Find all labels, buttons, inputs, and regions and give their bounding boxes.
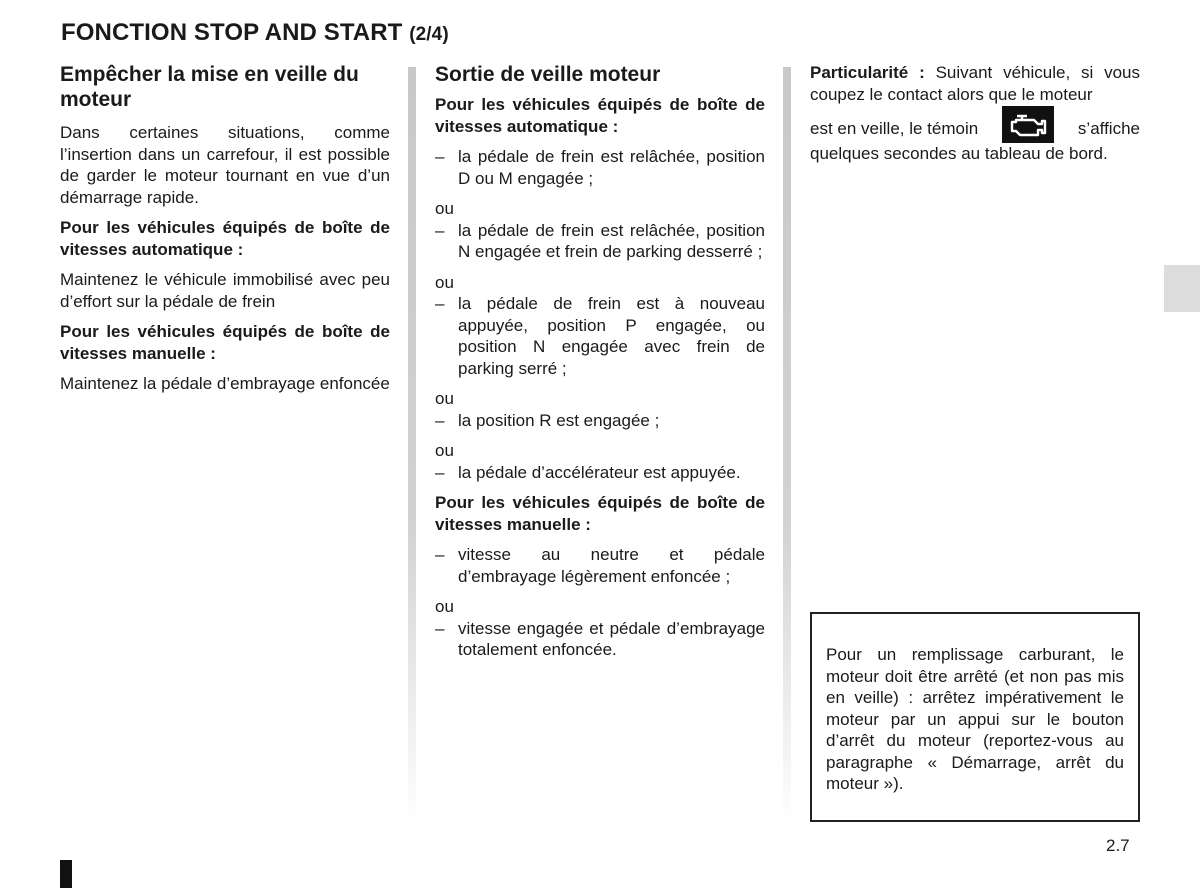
list-item xyxy=(435,293,765,379)
temoin-line xyxy=(810,114,1140,143)
dash-bullet: – xyxy=(435,545,445,564)
temoin-text: est en veille, le témoin xyxy=(810,118,979,138)
subheading: Pour les véhicules équipés de boîte de vitesses automatique : xyxy=(435,95,765,136)
list-item xyxy=(435,410,765,432)
subheading: Pour les véhicules équipés de boîte de vitesses manuelle : xyxy=(435,493,765,534)
chapter-tab xyxy=(1164,265,1200,312)
paragraph: Maintenez le véhicule immobilisé avec peu d’effort sur la pédale de frein xyxy=(60,270,390,311)
warning-text: Pour un remplissage carburant, le moteur doit être arrêté (et non pas mis en veille) : arrêtez impérativement le moteur par un appui sur le bouton d’arrêt du moteur (reportez-vous au paragraphe « Démarrage, arrêt du moteur »). xyxy=(826,645,1124,793)
section-heading: Empêcher la mise en veille du moteur xyxy=(60,63,359,111)
list-item-text: vitesse au neutre et pédale d’embrayage légèrement enfoncée ; xyxy=(458,545,765,586)
column-separator xyxy=(783,67,791,827)
particularite-label: Particularité : xyxy=(810,63,925,82)
list-item-text: la pédale de frein est à nouveau appuyée, position P engagée, ou position N engagée avec frein de parking serré ; xyxy=(458,294,765,378)
title-text: FONCTION STOP AND START xyxy=(61,19,403,46)
section-heading: Sortie de veille moteur xyxy=(435,63,661,86)
dash-bullet: – xyxy=(435,147,445,166)
column-3 xyxy=(810,62,1140,174)
page-marker xyxy=(60,860,72,888)
temoin-text-end: s’affiche xyxy=(1077,118,1140,138)
page-title xyxy=(61,19,449,47)
or-separator: ou xyxy=(435,389,454,408)
dash-bullet: – xyxy=(435,462,445,482)
paragraph: Dans certaines situations, comme l’insertion dans un carrefour, il est possible de garder le moteur tournant en vue d’un démarrage rapide. xyxy=(60,123,390,207)
dash-bullet: – xyxy=(435,410,445,430)
or-separator: ou xyxy=(435,272,454,292)
page-number: 2.7 xyxy=(1106,836,1130,855)
list-item xyxy=(435,462,765,484)
column-1 xyxy=(60,62,390,404)
list-item-text: la pédale d’accélérateur est appuyée. xyxy=(458,462,741,482)
list-item-text: vitesse engagée et pédale d’embrayage totalement enfoncée. xyxy=(458,618,765,659)
dash-bullet: – xyxy=(435,220,445,240)
subheading: Pour les véhicules équipés de boîte de vitesses manuelle : xyxy=(60,322,390,363)
or-separator: ou xyxy=(435,597,454,616)
warning-box xyxy=(810,612,1140,822)
title-part: (2/4) xyxy=(409,24,449,45)
list-item xyxy=(435,220,765,263)
list-item-text: la pédale de frein est relâchée, position D ou M engagée ; xyxy=(458,147,765,188)
paragraph: quelques secondes au tableau de bord. xyxy=(810,144,1108,163)
or-separator: ou xyxy=(435,199,454,218)
paragraph: Maintenez la pédale d’embrayage enfoncée xyxy=(60,374,390,393)
particularite-text: Suivant véhicule, si vous coupez le contact alors que le moteur xyxy=(810,63,1141,104)
list-item-text: la position R est engagée ; xyxy=(458,410,660,430)
particularite-paragraph xyxy=(810,62,1140,105)
dash-bullet: – xyxy=(435,618,445,638)
list-item xyxy=(435,544,765,587)
column-separator xyxy=(408,67,416,827)
subheading: Pour les véhicules équipés de boîte de vitesses automatique : xyxy=(60,218,390,259)
list-item-text: la pédale de frein est relâchée, position N engagée et frein de parking desserré ; xyxy=(458,220,765,261)
or-separator: ou xyxy=(435,441,454,460)
engine-warning-icon xyxy=(1002,106,1054,143)
list-item xyxy=(435,146,765,189)
column-2 xyxy=(435,62,765,670)
list-item xyxy=(435,618,765,661)
dash-bullet: – xyxy=(435,294,445,313)
